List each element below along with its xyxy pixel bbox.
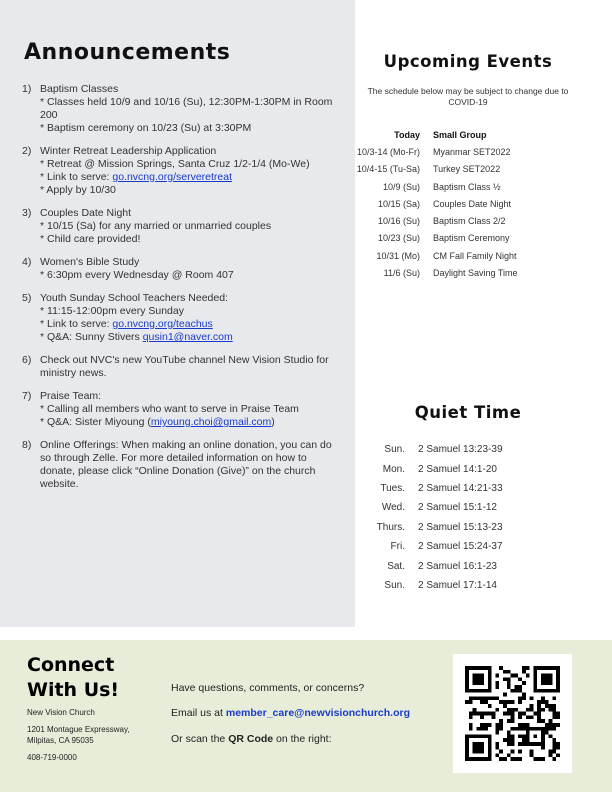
events-col-event: Small Group [433, 129, 487, 140]
announcement-detail: * Retreat @ Mission Springs, Santa Cruz 1/2-1/4 (Mo-We) [40, 158, 310, 170]
announcement-number: 7) [22, 390, 32, 402]
quiet-time-row [356, 576, 586, 595]
church-name: New Vision Church [27, 708, 95, 717]
qr-bold: QR Code [228, 733, 274, 745]
announcement-item [22, 256, 342, 282]
events-col-date: Today [394, 129, 420, 140]
announcement-detail: * Baptism ceremony on 10/23 (Su) at 3:30PM [40, 122, 252, 134]
phone-number: 408-719-0000 [27, 753, 77, 762]
announcement-number: 4) [22, 256, 32, 268]
announcement-item [22, 83, 342, 135]
qt-day: Wed. [381, 502, 405, 514]
connect-title-line2: With Us! [27, 679, 120, 701]
qt-day: Thurs. [376, 521, 405, 533]
quiet-time-row [356, 556, 586, 575]
qt-reference: 2 Samuel 15:24-37 [418, 541, 503, 553]
announcement-heading: Praise Team: [40, 390, 102, 402]
qt-reference: 2 Samuel 14:1-20 [418, 463, 497, 475]
event-name: Myanmar SET2022 [433, 146, 511, 157]
email-prefix: Email us at [171, 707, 226, 719]
event-date: 10/16 (Su) [377, 216, 420, 227]
announcement-heading: Couples Date Night [40, 207, 132, 219]
qa-prefix: * Q&A: Sister Miyoung ( [40, 416, 151, 428]
announcement-item [22, 439, 342, 491]
link-prefix: * Link to serve: [40, 318, 113, 330]
qr-code-icon[interactable] [453, 654, 572, 773]
events-table [356, 126, 586, 282]
event-name: Turkey SET2022 [433, 164, 501, 175]
announcement-link-line [40, 171, 342, 184]
events-note: The schedule below may be subject to change due to COVID-19 [367, 86, 569, 107]
announcement-heading: Youth Sunday School Teachers Needed: [40, 292, 228, 304]
qt-day: Sat. [387, 560, 405, 572]
announcement-detail: * Classes held 10/9 and 10/16 (Su), 12:30PM-1:30PM in Room 200 [40, 96, 333, 121]
connect-footer [0, 640, 612, 792]
event-row [356, 195, 586, 212]
announcement-number: 5) [22, 292, 32, 304]
announcement-item [22, 292, 342, 344]
address-line2: Milpitas, CA 95035 [27, 736, 94, 745]
announcement-number: 1) [22, 83, 32, 95]
footer-qr-line [171, 733, 332, 745]
event-name: CM Fall Family Night [433, 250, 517, 261]
announcement-qa-line [40, 331, 342, 344]
qr-code-graphic [465, 666, 560, 761]
footer-question: Have questions, comments, or concerns? [171, 682, 365, 694]
announcement-detail: * Child care provided! [40, 233, 141, 245]
event-date: 10/31 (Mo) [376, 250, 420, 261]
event-row [356, 247, 586, 264]
event-date: 10/4-15 (Tu-Sa) [356, 164, 420, 175]
announcement-heading: Women's Bible Study [40, 256, 140, 268]
announcement-number: 8) [22, 439, 32, 451]
qa-prefix: * Q&A: Sunny Stivers [40, 331, 143, 343]
qt-day: Mon. [382, 463, 405, 475]
event-name: Baptism Class 2/2 [433, 216, 506, 227]
event-row [356, 143, 586, 160]
quiet-time-row [356, 518, 586, 537]
announcement-detail: * Calling all members who want to serve in Praise Team [40, 403, 299, 415]
link-prefix: * Link to serve: [40, 171, 113, 183]
quiet-time-row [356, 537, 586, 556]
events-header-row [356, 126, 586, 143]
event-name: Baptism Class ½ [433, 181, 501, 192]
event-row [356, 161, 586, 178]
event-row [356, 212, 586, 229]
event-date: 10/9 (Su) [382, 181, 420, 192]
quiet-time-title: Quiet Time [414, 403, 522, 422]
event-name: Couples Date Night [433, 198, 512, 209]
event-date: 10/3-14 (Mo-Fr) [356, 146, 420, 157]
serve-retreat-link[interactable]: go.nvcng.org/serveretreat [112, 171, 233, 183]
member-care-email-link[interactable]: member_care@newvisionchurch.org [225, 707, 410, 719]
announcement-number: 3) [22, 207, 32, 219]
quiet-time-row [356, 479, 586, 498]
announcement-item [22, 145, 342, 197]
qt-day: Sun. [384, 579, 405, 591]
qr-prefix: Or scan the [171, 733, 229, 745]
announcement-item [22, 354, 342, 380]
quiet-time-table [356, 440, 586, 595]
teach-us-link[interactable]: go.nvcng.org/teachus [112, 318, 213, 330]
announcement-number: 6) [22, 354, 32, 366]
announcement-heading: Online Offerings: When making an online donation, you can do so through Zelle. For more detailed information on how to donate, please click “Online Donation (Give)” on the church website. [40, 439, 332, 490]
announcement-link-line [40, 318, 342, 331]
announcement-heading: Baptism Classes [40, 83, 119, 95]
qa-email-link[interactable]: qusin1@naver.com [142, 331, 233, 343]
event-name: Baptism Ceremony [433, 233, 510, 244]
event-date: 10/15 (Sa) [377, 198, 420, 209]
qt-reference: 2 Samuel 14:21-33 [418, 482, 503, 494]
qt-reference: 2 Samuel 16:1-23 [418, 560, 497, 572]
footer-email-line [171, 707, 410, 719]
event-row [356, 264, 586, 281]
announcement-heading: Winter Retreat Leadership Application [40, 145, 217, 157]
announcement-heading: Check out NVC's new YouTube channel New Vision Studio for ministry news. [40, 354, 329, 379]
event-date: 11/6 (Su) [383, 268, 420, 279]
quiet-time-row [356, 440, 586, 459]
connect-title [27, 653, 147, 703]
announcement-detail: * 11:15-12:00pm every Sunday [40, 305, 184, 317]
qt-reference: 2 Samuel 15:1-12 [418, 502, 497, 514]
quiet-time-row [356, 498, 586, 517]
events-title: Upcoming Events [383, 52, 553, 71]
qr-suffix: on the right: [273, 733, 332, 745]
address-line1: 1201 Montague Expressway, [27, 725, 130, 734]
announcement-item [22, 390, 342, 429]
qt-reference: 2 Samuel 13:23-39 [418, 444, 503, 456]
event-row [356, 230, 586, 247]
qt-day: Sun. [384, 444, 405, 456]
qa-suffix: ) [271, 416, 275, 428]
qa-email-link[interactable]: miyoung.choi@gmail.com [150, 416, 272, 428]
announcements-title: Announcements [24, 40, 231, 65]
event-date: 10/23 (Su) [377, 233, 420, 244]
connect-title-line1: Connect [27, 654, 115, 676]
announcements-list [22, 83, 342, 501]
qt-day: Tues. [380, 482, 405, 494]
qt-day: Fri. [390, 541, 405, 553]
quiet-time-row [356, 459, 586, 478]
qt-reference: 2 Samuel 15:13-23 [418, 521, 503, 533]
announcement-item [22, 207, 342, 246]
qt-reference: 2 Samuel 17:1-14 [418, 579, 497, 591]
event-row [356, 178, 586, 195]
announcement-detail: * 10/15 (Sa) for any married or unmarried couples [40, 220, 272, 232]
announcement-qa-line [40, 416, 342, 429]
event-name: Daylight Saving Time [433, 268, 518, 279]
announcement-detail: * Apply by 10/30 [40, 184, 116, 196]
announcement-number: 2) [22, 145, 32, 157]
announcement-detail: * 6:30pm every Wednesday @ Room 407 [40, 269, 234, 281]
